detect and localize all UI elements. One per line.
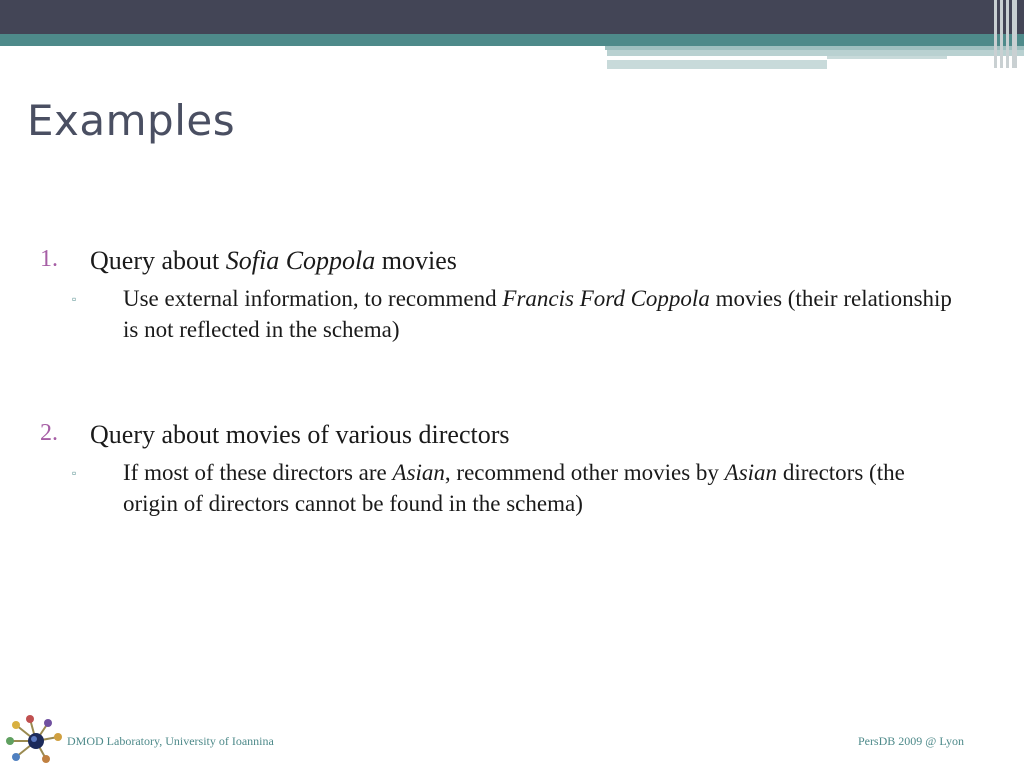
header-light-band-4 (827, 56, 947, 59)
item-text: Query about movies of various directors (90, 420, 510, 449)
header-teal-band (0, 34, 1024, 46)
sub-bullet-icon: ▫ (72, 466, 77, 480)
header-vertical-bar (1000, 0, 1003, 68)
sub-bullet-icon: ▫ (72, 292, 77, 306)
header-white-gap (0, 46, 605, 51)
header-vertical-bar (994, 0, 997, 68)
header-vertical-bar (1012, 0, 1017, 68)
slide-title: Examples (27, 96, 236, 145)
footer-conference: PersDB 2009 @ Lyon (857, 734, 964, 748)
item-number: 1. (40, 246, 58, 272)
footer-lab-name: DMOD Laboratory, University of Ioannina (67, 734, 274, 748)
header-light-band-2 (607, 50, 1024, 56)
header-vertical-bar (1006, 0, 1009, 68)
sub-item-text: Use external information, to recommend Francis Ford Coppola movies (their relationship is not reflected in the schema) (123, 286, 952, 342)
sub-item-text: If most of these directors are Asian, recommend other movies by Asian directors (the origin of directors cannot be found in the schema) (123, 460, 905, 516)
header-dark-band (0, 0, 1024, 34)
header-light-band-3 (607, 60, 827, 69)
item-text: Query about Sofia Coppola movies (90, 246, 457, 275)
item-number: 2. (40, 420, 58, 446)
molecule-network-logo-icon (2, 713, 66, 767)
